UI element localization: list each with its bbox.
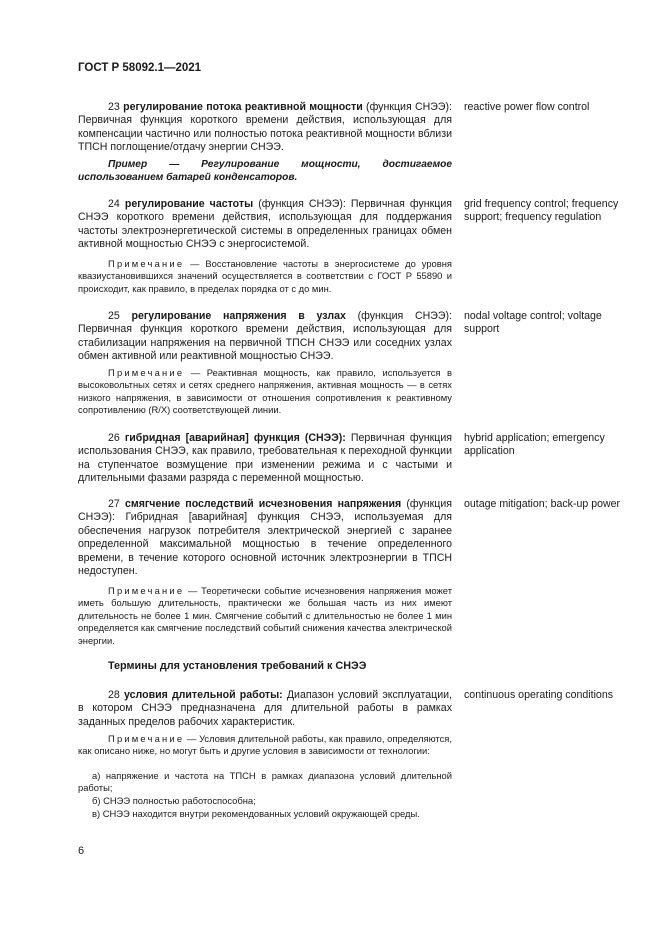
note-text: — Условия длительной работы, как правило, определяются, как описано ниже, но могут быть и другие условия в зависимости от технологии:: [78, 733, 452, 757]
term-text: (функция СНЭЭ): Первичная функция СНЭЭ короткого времени действия, использующая для поддержания частоты электроэнергетической системы в определенных границах обмен активной мощностью СНЭЭ с энергосистемой.: [78, 198, 453, 251]
term-name: регулирование напряжения в узлах: [131, 310, 346, 322]
term-text: Диапазон условий эксплуатации, в котором СНЭЭ предназначена для длительной работы в рамках заданных пределов рабочих характеристик.: [78, 689, 452, 728]
note-label: Примечание: [108, 585, 185, 596]
note-text: — Восстановление частоты в энергосистеме до уровня квазиустановившихся значений осуществляется в соответствии с ГОСТ Р 55890 и происходит, как правило, в пределах порядка от с до мин.: [78, 258, 452, 294]
note-label: Примечание: [108, 367, 185, 378]
note-label: Примечание: [108, 258, 185, 269]
term-24-note: [78, 258, 452, 295]
section-title: Термины для установления требований к СНЭЭ: [108, 660, 367, 672]
term-number: 24: [108, 198, 120, 210]
term-24-english: grid frequency control; frequency support; frequency regulation: [464, 198, 619, 224]
term-28-note-item-c: в) СНЭЭ находится внутри рекомендованных условий окружающей среды.: [92, 808, 420, 819]
term-text: (функция СНЭЭ): Первичная функция короткого времени действия, использующая для компенсации частично или полностью потока реактивной мощности вблизи ТПСН поглощение/отдачу энергии СНЭЭ.: [78, 101, 452, 154]
term-26-english: hybrid application; emergency application: [464, 432, 605, 458]
term-27-english: outage mitigation; back-up power: [464, 498, 621, 510]
term-name: регулирование частоты: [124, 198, 254, 210]
term-text: Первичная функция использования СНЭЭ, как правило, требовательная к переходной функции на ступенчатое возмущение при изменении режима и с частыми и длительными фазами разряда с переменной мощностью.: [78, 432, 452, 485]
term-28-definition: [78, 689, 452, 729]
term-28-note-item-a: а) напряжение и частота на ТПСН в рамках диапазона условий длительной работы;: [78, 770, 452, 794]
term-24-definition: [78, 198, 452, 252]
term-25-english: nodal voltage control; voltage support: [464, 310, 602, 336]
term-23-english: reactive power flow control: [464, 101, 590, 113]
term-name: регулирование потока реактивной мощности: [123, 101, 363, 113]
term-number: 26: [108, 432, 120, 444]
note-text: — Реактивная мощность, как правило, используется в высоковольтных сетях и сетях среднего напряжения, активная мощность — в сетях низкого напряжения, в зависимости от отношения сопротивления к реактивному сопротивлению (R/X) соответствующей линии.: [78, 367, 453, 416]
term-text: (функция СНЭЭ): Гибридная [аварийная] функция СНЭЭ, используемая для обеспечения нагрузок потребителя электрической энергией с заранее определенной максимальной мощностью в течение определенного времени, в течение которого основной источник электроэнергии в ТПСН недоступен.: [78, 498, 452, 578]
term-28-english: continuous operating conditions: [464, 689, 614, 701]
term-23-example: Пример — Регулирование мощности, достигаемое использованием батарей конденсаторов.: [78, 159, 452, 183]
term-27-note: [78, 585, 452, 647]
term-name: условия длительной работы:: [123, 689, 283, 701]
term-name: гибридная [аварийная] функция (СНЭЭ):: [124, 432, 346, 444]
note-label: Примечание: [108, 733, 185, 744]
term-number: 25: [108, 310, 120, 322]
term-number: 23: [108, 101, 120, 113]
term-28-note-item-b: б) СНЭЭ полностью работоспособна;: [92, 795, 256, 806]
term-25-note: [78, 367, 452, 417]
document-header: ГОСТ Р 58092.1—2021: [78, 62, 202, 74]
term-27-definition: [78, 498, 452, 578]
term-name: смягчение последствий исчезновения напряжения: [124, 498, 402, 510]
term-28-note: [78, 733, 452, 758]
term-number: 28: [108, 689, 120, 701]
term-number: 27: [108, 498, 120, 510]
note-text: — Теоретически событие исчезновения напряжения может иметь большую длительность, практически же большая часть из них имеют длительность не более 1 мин. Смягчение событий с длительностью не более 1 мин определяется как смягчение последствий событий снижения качества электрической энергии.: [78, 585, 452, 646]
term-23-definition: [78, 101, 452, 155]
term-text: (функция СНЭЭ): Первичная функция короткого времени действия, использующая для стабилизации напряжения на первичной ТПСН СНЭЭ или соседних узлах обмен активной или реактивной мощностью СНЭЭ.: [78, 310, 452, 363]
page-number: 6: [78, 845, 85, 857]
term-25-definition: [78, 310, 452, 364]
term-26-definition: [78, 432, 452, 486]
